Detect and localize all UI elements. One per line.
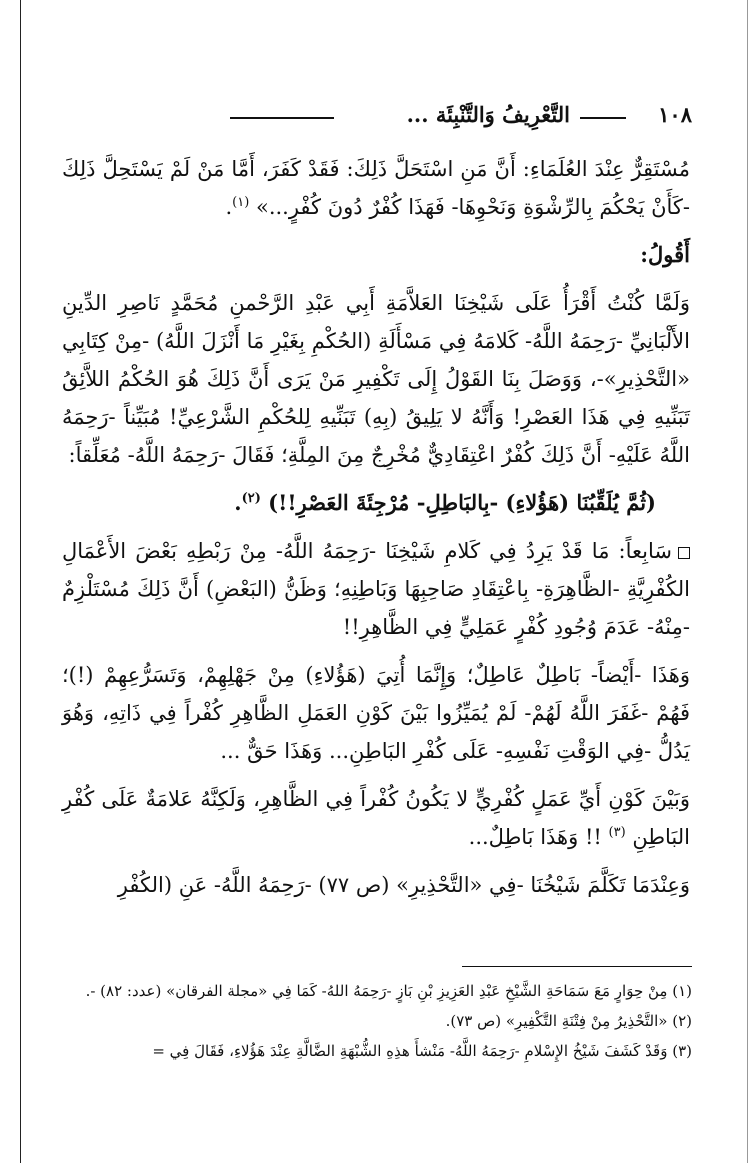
quoted-statement: (ثُمَّ يُلَقِّبُنَا (هَؤُلاءِ) -بِالبَاطِلِ- مُرْجِئَةَ العَصْرِ!!) $^{(٢)}$. — [234, 490, 656, 515]
footnote: (١) مِنْ حِوَارٍ مَعَ سَمَاحَةِ الشَّيْخِ عَبْدِ العَزِيزِ بْنِ بَازٍ -رَحِمَهُ اللهُ- كَمَا فِي «مجلة الفرقان» (عدد: ٨٢) -. — [85, 982, 692, 1000]
footnote-marker: (٣) — [608, 825, 626, 840]
section-heading: أَقُولُ: — [640, 242, 690, 267]
paragraph — [62, 780, 690, 856]
running-header — [60, 100, 692, 136]
paragraph: وَهَذَا -أَيْضاً- بَاطِلٌ عَاطِلٌ؛ وَإِنَّمَا أُتِيَ (هَؤُلاءِ) مِنْ جَهْلِهِمْ، وَتَسَرُّعِهِمْ (!)؛ فَهُمْ -غَفَرَ اللَّهُ لَهُمْ- لَمْ يُمَيِّزُوا بَيْنَ كَوْنِ العَمَلِ الظَّاهِرِ كُفْراً فِي ذَاتِهِ، وَهُوَ يَدُلُّ -فِي الوَقْتِ نَفْسِهِ- عَلَى كُفْرِ البَاطِنِ... وَهَذَا حَقٌّ ... — [62, 663, 690, 763]
footnote: (٣) وَقَدْ كَشَفَ شَيْخُ الإِسْلامِ -رَحِمَهُ اللَّهُ- مَنْشأَ هذِهِ الشُّبْهَةِ الضَّالَّةِ عِنْدَ هَؤُلاءِ، فَقَالَ فِي = — [152, 1042, 692, 1060]
paragraph: مُسْتَقِرٌّ عِنْدَ العُلَمَاءِ: أَنَّ مَنِ اسْتَحَلَّ ذَلِكَ: فَقَدْ كَفَرَ، أَمَّا مَنْ لَمْ يَسْتَحِلَّ ذَلِكَ -كَأَنْ يَحْكُمَ بِالرِّشْوَةِ وَنَحْوِهَا- فَهَذَا كُفْرٌ دُونَ كُفْرٍ...» $^{(١)}$. — [62, 157, 690, 219]
footnote-marker: (٢) — [241, 491, 261, 506]
book-title: التَّعْرِيفُ وَالتَّنْبِئَة ... — [406, 102, 570, 127]
paragraph-text: وَبَيْنَ كَوْنِ أَيِّ عَمَلٍ كُفْرِيٍّ لا يَكُونُ كُفْراً فِي الظَّاهِرِ، وَلَكِنَّهُ عَلامَةٌ عَلَى كُفْرِ البَاطِنِ — [62, 787, 690, 849]
footnote: (٢) «التَّحْذِيرُ مِنْ فِتْنَةِ التَّكْفِيرِ» (ص ٧٣). — [445, 1012, 692, 1030]
page-edge-line — [747, 0, 748, 1163]
body-text — [62, 150, 690, 914]
footnote-separator — [462, 966, 692, 967]
paragraph — [62, 532, 690, 646]
footnote-marker: (١) — [232, 195, 250, 210]
paragraph-text: سَابِعاً: مَا قَدْ يَرِدُ فِي كَلامِ شَيْخِنَا -رَحِمَهُ اللَّهُ- مِنْ رَبْطِهِ بَعْضَ الأَعْمَالِ الكُفْرِيَّةِ -الظَّاهِرَةِ- بِاعْتِقَادِ صَاحِبِهَا وَبَاطِنِهِ؛ وَظَنُّ (البَعْضِ) أَنَّ ذَلِكَ مُسْتَلْزِمٌ -مِنْهُ- عَدَمَ وُجُودِ كُفْرٍ عَمَلِيٍّ فِي الظَّاهِرِ!! — [62, 539, 690, 639]
paragraph: وَلَمَّا كُنْتُ أَقْرَأُ عَلَى شَيْخِنَا العَلاَّمَةِ أَبِي عَبْدِ الرَّحْمنِ مُحَمَّدٍ نَاصِرِ الدِّينِ الأَلْبَانِيِّ -رَحِمَهُ اللَّهُ- كَلامَهُ فِي مَسْأَلَةِ (الحُكْمِ بِغَيْرِ مَا أَنْزَلَ اللَّهُ) -مِنْ كِتَابِي «التَّحْذِيرِ»-، وَوَصَلَ بِنَا القَوْلُ إِلَى تَكْفِيرِ مَنْ يَرَى أَنَّ ذَلِكَ هُوَ الحُكْمُ اللاَّئِقُ تَبَنِّيهِ فِي هَذَا العَصْرِ! وَأَنَّهُ لا يَلِيقُ (بِهِ) تَبَنِّيهِ لِلحُكْمِ الشَّرْعِيِّ! مُبَيِّناً -رَحِمَهُ اللَّهُ عَلَيْهِ- أَنَّ ذَلِكَ كُفْرٌ اعْتِقَادِيٌّ مُخْرِجٌ مِنَ المِلَّةِ؛ فَقَالَ -رَحِمَهُ اللَّهُ- مُعَلِّقاً: — [62, 291, 690, 467]
square-bullet-icon — [678, 547, 690, 559]
header-rule — [580, 117, 626, 119]
page-number: ١٠٨ — [658, 102, 692, 127]
quote-text: (ثُمَّ يُلَقِّبُنَا (هَؤُلاءِ) -بِالبَاطِلِ- مُرْجِئَةَ العَصْرِ!!) — [260, 490, 656, 515]
paragraph-text: مُسْتَقِرٌّ عِنْدَ العُلَمَاءِ: أَنَّ مَنِ اسْتَحَلَّ ذَلِكَ: فَقَدْ كَفَرَ، أَمَّا مَنْ لَمْ يَسْتَحِلَّ ذَلِكَ -كَأَنْ يَحْكُمَ بِالرِّشْوَةِ وَنَحْوِهَا- فَهَذَا كُفْرٌ دُونَ كُفْرٍ...» — [62, 157, 690, 219]
footnotes — [52, 978, 692, 1068]
paragraph: وَعِنْدَمَا تَكَلَّمَ شَيْخُنَا -فِي «التَّحْذِيرِ» (ص ٧٧) -رَحِمَهُ اللَّهُ- عَنِ (الكُفْرِ — [117, 873, 690, 897]
paragraph-text: !! وَهَذَا بَاطِلٌ... — [468, 825, 609, 849]
page-edge-line — [20, 0, 21, 1163]
header-rule — [230, 117, 334, 119]
